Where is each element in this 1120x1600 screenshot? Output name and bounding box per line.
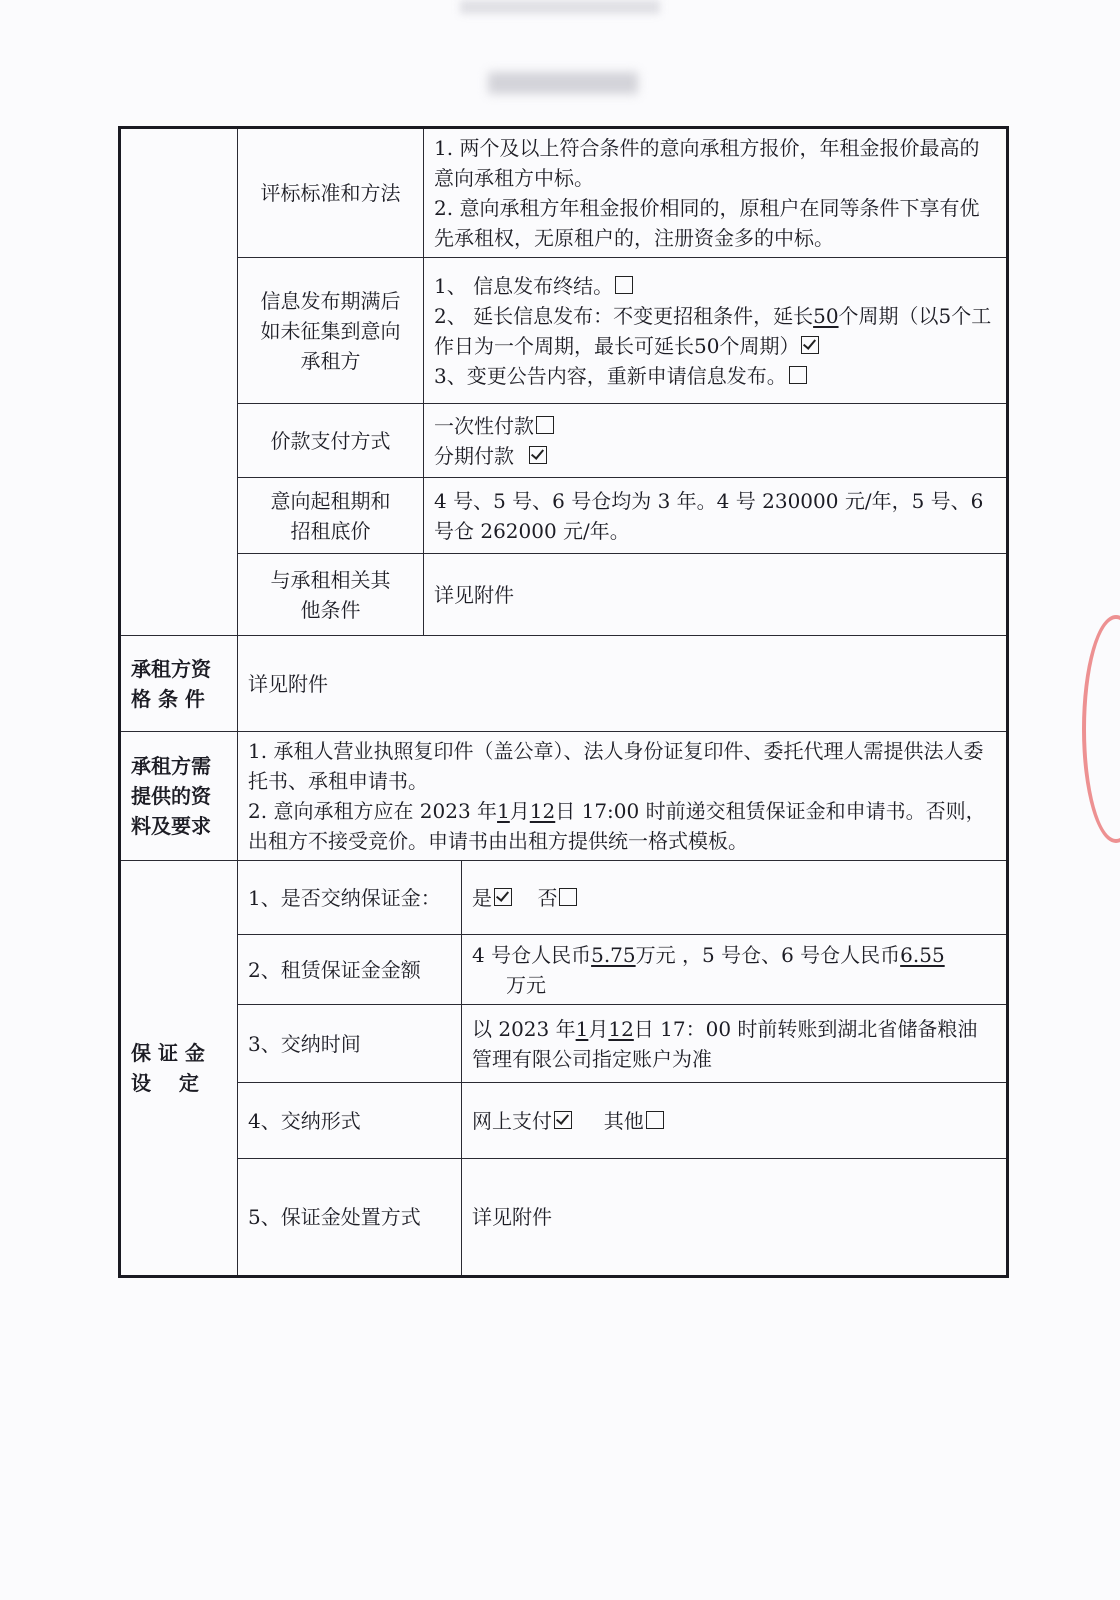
blurred-header-text <box>460 0 660 14</box>
checkbox-unchecked-icon[interactable] <box>615 276 633 294</box>
no-bidder-option-2-prefix: 2、 延长信息发布：不变更招租条件，延长 <box>434 303 814 328</box>
materials-label: 承租方需 提供的资 料及要求 <box>120 732 238 861</box>
deposit-amount-unit: 万元 <box>506 972 546 997</box>
blank-group-cell <box>120 128 238 636</box>
row-deposit-form <box>120 1083 1008 1159</box>
no-bidder-content <box>424 258 1008 404</box>
no-bidder-option-2-suffix: 个周期（以5个工作日为一个周期，最长可延长50个周期） <box>434 303 992 358</box>
deposit-amount-5-6: 6.55 <box>900 942 945 967</box>
other-conditions-label: 与承租相关其他条件 <box>238 554 424 636</box>
checkbox-unchecked-icon[interactable] <box>646 1111 664 1129</box>
checkbox-unchecked-icon[interactable] <box>789 366 807 384</box>
extend-periods-value: 50 <box>813 303 839 328</box>
deposit-disposal-content: 详见附件 <box>462 1159 1008 1277</box>
row-lease <box>120 478 1008 554</box>
no-bidder-option-1: 1、 信息发布终结。 <box>434 273 614 298</box>
deposit-required-label: 1、是否交纳保证金： <box>238 861 462 935</box>
row-deposit-disposal <box>120 1159 1008 1277</box>
blurred-page-marker <box>488 72 638 94</box>
deposit-day: 12 <box>608 1016 634 1041</box>
materials-day: 12 <box>529 799 556 823</box>
evaluation-label: 评标标准和方法 <box>238 128 424 258</box>
materials-line-2-suffix: 日 17:00 时前递交租赁保证金和申请书。否则，出租方不接受竞价。申请书由出租方提供统一格式模板。 <box>248 799 986 853</box>
other-conditions-content: 详见附件 <box>424 554 1008 636</box>
payment-option-installment: 分期付款 <box>434 443 514 468</box>
materials-month: 1 <box>497 799 510 823</box>
deposit-label: 保 证 金 设 定 <box>120 861 238 1277</box>
deposit-required-content: 是 否 <box>462 861 1008 935</box>
deposit-disposal-label: 5、保证金处置方式 <box>238 1159 462 1277</box>
row-deposit-required <box>120 861 1008 935</box>
checkbox-unchecked-icon[interactable] <box>536 416 554 434</box>
row-deposit-time <box>120 1005 1008 1083</box>
deposit-amount-label: 2、租赁保证金金额 <box>238 935 462 1005</box>
deposit-month: 1 <box>575 1016 589 1041</box>
row-no-bidder <box>120 258 1008 404</box>
materials-line-2-prefix: 2. 意向承租方应在 2023 年 <box>248 799 498 823</box>
materials-line-1: 1. 承租人营业执照复印件（盖公章）、法人身份证复印件、委托代理人需提供法人委托书、承租申请书。 <box>248 739 984 793</box>
deposit-form-content: 网上支付 其他 <box>462 1083 1008 1159</box>
row-qualification <box>120 636 1008 732</box>
deposit-time-label: 3、交纳时间 <box>238 1005 462 1083</box>
qualification-label: 承租方资 格 条 件 <box>120 636 238 732</box>
payment-label: 价款支付方式 <box>238 404 424 478</box>
no-bidder-option-3: 3、变更公告内容，重新申请信息发布。 <box>434 363 787 388</box>
evaluation-content <box>424 128 1008 258</box>
payment-option-lump-sum: 一次性付款 <box>434 413 534 438</box>
qualification-content: 详见附件 <box>238 636 1008 732</box>
row-materials <box>120 732 1008 861</box>
checkbox-checked-icon[interactable] <box>529 446 547 464</box>
row-deposit-amount <box>120 935 1008 1005</box>
lease-label: 意向起租期和招租底价 <box>238 478 424 554</box>
deposit-amount-4: 5.75 <box>591 942 636 967</box>
checkbox-checked-icon[interactable] <box>494 888 512 906</box>
materials-content: 1. 承租人营业执照复印件（盖公章）、法人身份证复印件、委托代理人需提供法人委托书、承租申请书。 2. 意向承租方应在 2023 年1月12日 17:00 时前递交租赁保证金和申请书。否则，出租方不接受竞价。申请书由出租方提供统一格式模板。 <box>238 732 1008 861</box>
payment-content <box>424 404 1008 478</box>
checkbox-checked-icon[interactable] <box>554 1111 572 1129</box>
checkbox-unchecked-icon[interactable] <box>559 888 577 906</box>
row-payment <box>120 404 1008 478</box>
row-other-conditions <box>120 554 1008 636</box>
deposit-time-content: 以 2023 年1月12日 17：00 时前转账到湖北省储备粮油管理有限公司指定账户为准 <box>462 1005 1008 1083</box>
tender-info-table <box>118 126 1009 1278</box>
deposit-form-label: 4、交纳形式 <box>238 1083 462 1159</box>
evaluation-line-1: 1. 两个及以上符合条件的意向承租方报价，年租金报价最高的意向承租方中标。 <box>434 136 980 190</box>
red-seal-stamp <box>1082 615 1120 843</box>
evaluation-line-2: 2. 意向承租方年租金报价相同的，原租户在同等条件下享有优先承租权，无原租户的，注册资金多的中标。 <box>434 196 980 250</box>
checkbox-checked-icon[interactable] <box>801 336 819 354</box>
row-evaluation <box>120 128 1008 258</box>
deposit-amount-content: 4 号仓人民币5.75万元 ，5 号仓、6 号仓人民币6.55 万元 <box>462 935 1008 1005</box>
lease-content: 4 号、5 号、6 号仓均为 3 年。4 号 230000 元/年，5 号、6 号仓 262000 元/年。 <box>424 478 1008 554</box>
no-bidder-label: 信息发布期满后如未征集到意向承租方 <box>238 258 424 404</box>
